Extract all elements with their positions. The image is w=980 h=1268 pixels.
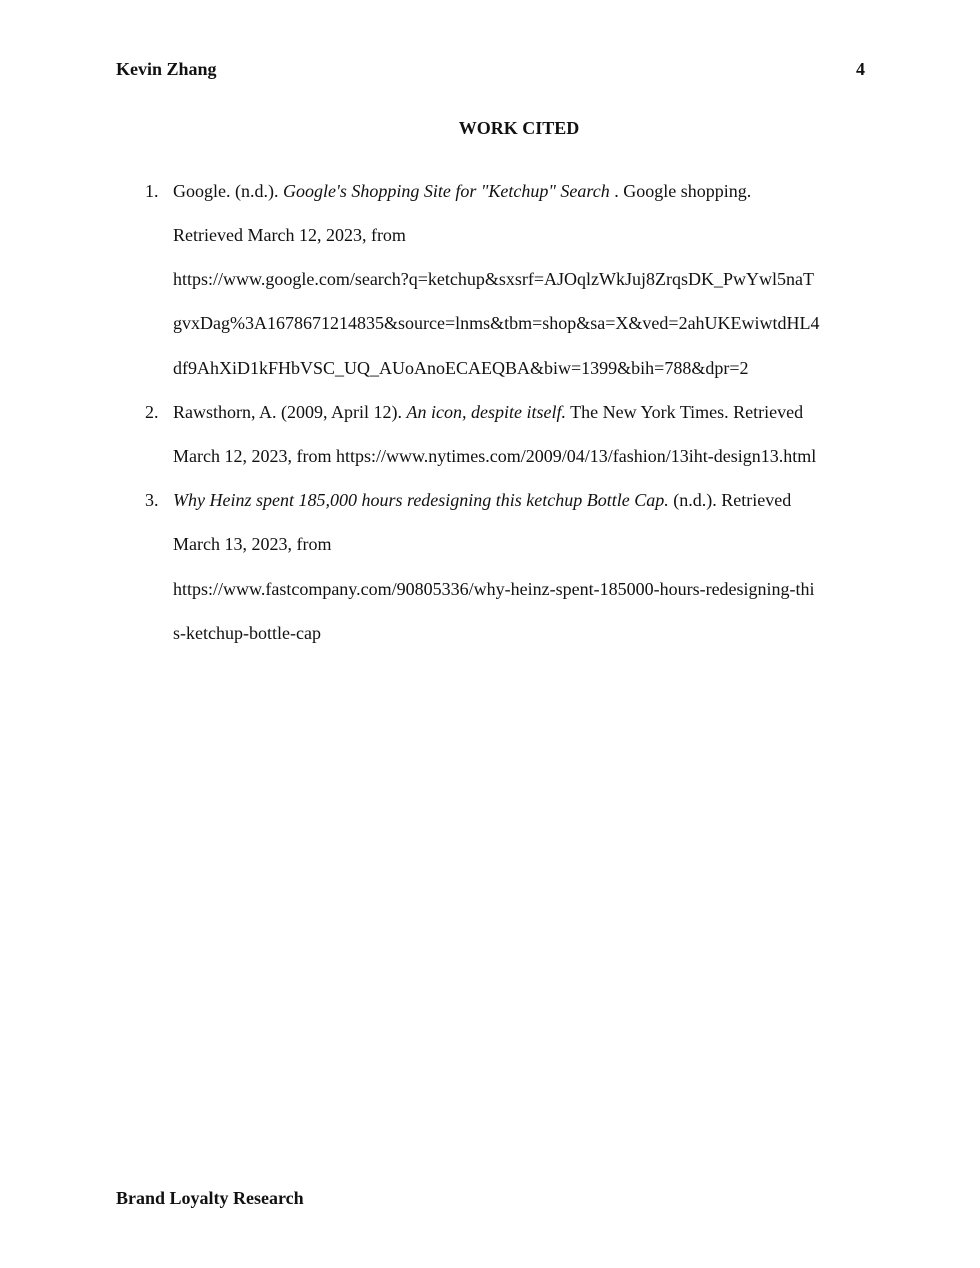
- entry-number: 3.: [145, 490, 159, 510]
- citation-text: The New York Times. Retrieved: [565, 402, 804, 422]
- citation-url-line: gvxDag%3A1678671214835&source=lnms&tbm=shop&sa=X&ved=2ahUKEwiwtdHL4: [173, 313, 820, 333]
- citation-text: Google. (n.d.).: [173, 181, 283, 201]
- page-number: 4: [856, 59, 865, 79]
- citation-text: . Google shopping.: [609, 181, 752, 201]
- citation-line: [173, 403, 803, 421]
- citation-source-title: Why Heinz spent 185,000 hours redesigning this ketchup Bottle Cap.: [173, 490, 669, 510]
- entry-number: 1.: [145, 181, 159, 201]
- citation-url-line: https://www.fastcompany.com/90805336/why-heinz-spent-185000-hours-redesigning-thi: [173, 579, 815, 599]
- citation-source-title: An icon, despite itself.: [406, 402, 566, 422]
- citation-text: Rawsthorn, A. (2009, April 12).: [173, 402, 407, 422]
- footer-title: Brand Loyalty Research: [116, 1188, 304, 1208]
- citation-url-line: https://www.google.com/search?q=ketchup&sxsrf=AJOqlzWkJuj8ZrqsDK_PwYwl5naT: [173, 269, 815, 289]
- header-author: Kevin Zhang: [116, 59, 217, 79]
- citation-url-line: s-ketchup-bottle-cap: [173, 623, 321, 643]
- entry-number: 2.: [145, 402, 159, 422]
- citation-line: [173, 182, 751, 200]
- citation-line: [173, 491, 791, 509]
- citation-url-line: df9AhXiD1kFHbVSC_UQ_AUoAnoECAEQBA&biw=1399&bih=788&dpr=2: [173, 358, 749, 378]
- page-title: WORK CITED: [458, 118, 580, 138]
- citation-line: March 12, 2023, from https://www.nytimes.com/2009/04/13/fashion/13iht-design13.html: [173, 446, 817, 466]
- citation-line: Retrieved March 12, 2023, from: [173, 225, 406, 245]
- citation-line: March 13, 2023, from: [173, 534, 332, 554]
- citation-source-title: Google's Shopping Site for "Ketchup" Search: [282, 181, 610, 201]
- citation-text: (n.d.). Retrieved: [668, 490, 792, 510]
